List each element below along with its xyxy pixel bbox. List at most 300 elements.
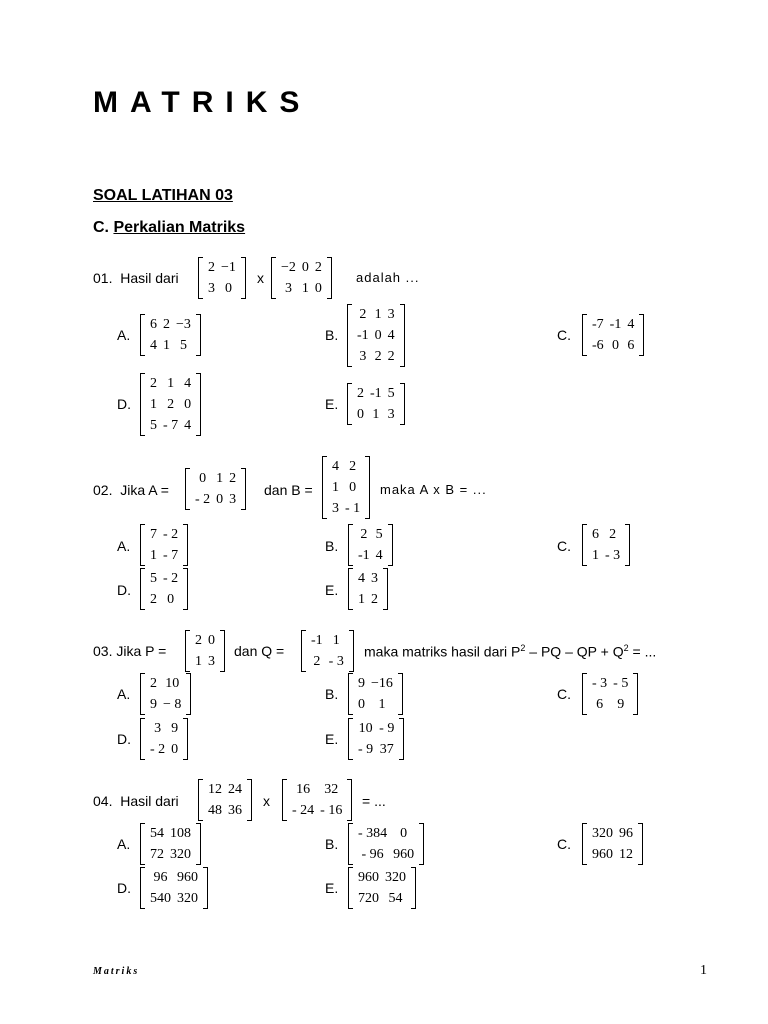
matrix-row	[355, 673, 396, 694]
matrix-cell: 4	[358, 571, 365, 586]
matrix-cell: 2	[374, 349, 382, 364]
q1-option-e-matrix	[347, 383, 405, 425]
matrix-entries	[278, 257, 325, 299]
matrix-row	[147, 314, 194, 335]
matrix-row	[147, 373, 194, 394]
matrix-entries	[147, 524, 181, 566]
q2-option-e-matrix	[348, 568, 388, 610]
bracket-right	[638, 823, 643, 865]
page-number: 1	[700, 963, 707, 978]
matrix-cell: -6	[592, 338, 604, 353]
matrix-row	[355, 867, 409, 888]
bracket-right	[196, 823, 201, 865]
matrix-cell: 6	[627, 338, 635, 353]
q2-matrix-a	[185, 468, 246, 510]
q4-text	[93, 793, 179, 809]
matrix-cell: 54	[150, 826, 164, 841]
q2-tail: maka A x B = ...	[380, 482, 487, 497]
q3-option-e-matrix	[348, 718, 404, 760]
q1-matrix-1	[198, 257, 246, 299]
matrix-cell: −1	[221, 260, 236, 275]
bracket-left	[271, 257, 276, 299]
matrix-entries	[355, 524, 386, 566]
bracket-right	[203, 867, 208, 909]
matrix-cell: 37	[379, 742, 394, 757]
matrix-cell: 32	[324, 782, 339, 797]
matrix-cell: -1	[311, 633, 323, 648]
matrix-cell: 2	[167, 397, 175, 412]
matrix-cell: 0	[314, 281, 322, 296]
matrix-cell: 0	[224, 281, 232, 296]
bracket-left	[348, 673, 353, 715]
matrix-cell: 0	[208, 633, 215, 648]
bracket-left	[322, 456, 327, 519]
bracket-right	[183, 524, 188, 566]
q4-option-e-label: E.	[325, 880, 339, 896]
bracket-left	[348, 867, 353, 909]
matrix-cell: 320	[385, 870, 406, 885]
matrix-row	[355, 823, 417, 844]
matrix-cell: 108	[170, 826, 191, 841]
q3-option-c-label: C.	[557, 686, 571, 702]
q2-option-d-label: D.	[117, 582, 131, 598]
matrix-row	[147, 524, 181, 545]
q1-option-c-label: C.	[557, 327, 571, 343]
matrix-row	[354, 383, 398, 404]
matrix-cell: 960	[177, 870, 198, 885]
matrix-row	[205, 779, 245, 800]
q3-matrix-p	[185, 630, 225, 672]
matrix-cell: 10	[358, 721, 373, 736]
q4-option-b-matrix	[348, 823, 424, 865]
matrix-row	[589, 673, 631, 694]
matrix-cell: 2	[195, 633, 202, 648]
matrix-cell: 2	[314, 260, 322, 275]
matrix-entries	[147, 373, 194, 436]
q4-option-a-label: A.	[117, 836, 131, 852]
matrix-entries	[205, 779, 245, 821]
q2-option-b-matrix	[348, 524, 393, 566]
matrix-entries	[589, 673, 631, 715]
matrix-row	[147, 545, 181, 566]
matrix-entries	[354, 383, 398, 425]
bracket-right	[347, 779, 352, 821]
matrix-cell: - 2	[163, 571, 179, 586]
q3-tail: maka matriks hasil dari $P^2$ – PQ – QP + $Q^2$ = ...	[364, 643, 657, 660]
matrix-entries	[147, 673, 184, 715]
q2-option-b-label: B.	[325, 538, 339, 554]
matrix-row	[205, 800, 245, 821]
q4-number: 04.	[93, 793, 113, 809]
q3-matrix-q	[301, 630, 354, 672]
bracket-right	[327, 257, 332, 299]
matrix-cell: 5	[150, 418, 157, 433]
matrix-cell: - 96	[361, 847, 384, 862]
matrix-cell: 3	[387, 307, 395, 322]
q1-operator: x	[257, 270, 264, 286]
bracket-right	[639, 314, 644, 356]
matrix-entries	[147, 823, 194, 865]
bracket-right	[400, 304, 405, 367]
matrix-cell: 6	[592, 527, 599, 542]
bracket-right	[633, 673, 638, 715]
matrix-cell: 1	[163, 338, 170, 353]
q3-option-b-label: B.	[325, 686, 339, 702]
matrix-cell: 0	[167, 592, 175, 607]
matrix-row	[355, 888, 409, 909]
subsection-letter: C.	[93, 219, 109, 236]
matrix-cell: 2	[150, 592, 157, 607]
matrix-row	[589, 823, 636, 844]
subsection-heading	[93, 219, 245, 237]
bracket-left	[140, 568, 145, 610]
matrix-row	[147, 568, 181, 589]
matrix-entries	[589, 524, 623, 566]
bracket-right	[220, 630, 225, 672]
matrix-entries	[355, 673, 396, 715]
q1-option-d-label: D.	[117, 396, 131, 412]
q4-matrix-2	[282, 779, 352, 821]
matrix-cell: 3	[284, 281, 292, 296]
matrix-cell: 0	[216, 492, 224, 507]
matrix-row	[355, 568, 381, 589]
matrix-cell: 1	[195, 654, 202, 669]
matrix-row	[147, 867, 201, 888]
matrix-cell: 2	[349, 459, 357, 474]
q1-matrix-2	[271, 257, 332, 299]
q1-prompt: Hasil dari	[120, 270, 179, 286]
q1-option-a-label: A.	[117, 327, 131, 343]
matrix-cell: 2	[163, 317, 170, 332]
matrix-cell: 1	[150, 397, 157, 412]
matrix-cell: 4	[332, 459, 339, 474]
matrix-cell: 0	[171, 742, 179, 757]
matrix-cell: 1	[592, 548, 599, 563]
matrix-cell: 5	[375, 527, 383, 542]
matrix-cell: 72	[150, 847, 164, 862]
matrix-cell: 1	[374, 307, 382, 322]
q1-option-c-matrix	[582, 314, 644, 356]
matrix-row	[354, 325, 398, 346]
matrix-row	[355, 739, 397, 760]
q1-tail: adalah ...	[356, 270, 420, 285]
matrix-cell: - 16	[320, 803, 343, 818]
bracket-left	[140, 718, 145, 760]
matrix-entries	[147, 314, 194, 356]
q2-prompt-a: Jika A =	[120, 482, 169, 498]
bracket-left	[582, 823, 587, 865]
matrix-row	[147, 694, 184, 715]
matrix-cell: 1	[372, 407, 380, 422]
matrix-cell: - 7	[163, 548, 179, 563]
bracket-right	[196, 373, 201, 436]
matrix-entries	[355, 823, 417, 865]
matrix-cell: 2	[360, 527, 368, 542]
matrix-cell: 5	[387, 386, 395, 401]
page-title: MATRIKS	[93, 86, 312, 119]
matrix-row	[147, 718, 181, 739]
matrix-cell: - 2	[195, 492, 211, 507]
q4-prompt: Hasil dari	[120, 793, 179, 809]
q2-option-a-label: A.	[117, 538, 131, 554]
matrix-cell: 3	[229, 492, 237, 507]
matrix-cell: 5	[150, 571, 157, 586]
bracket-right	[400, 383, 405, 425]
q2-number: 02.	[93, 482, 113, 498]
matrix-row	[589, 335, 637, 356]
bracket-left	[282, 779, 287, 821]
bracket-right	[411, 867, 416, 909]
q4-tail: = ...	[362, 793, 386, 809]
matrix-cell: - 9	[358, 742, 374, 757]
matrix-entries	[589, 823, 636, 865]
matrix-cell: 320	[170, 847, 191, 862]
matrix-row	[308, 630, 347, 651]
matrix-cell: - 9	[379, 721, 395, 736]
q3-number: 03.	[93, 643, 113, 659]
matrix-entries	[147, 568, 181, 610]
matrix-entries	[355, 718, 397, 760]
bracket-right	[349, 630, 354, 672]
q2-option-c-label: C.	[557, 538, 571, 554]
matrix-cell: 96	[153, 870, 168, 885]
bracket-right	[247, 779, 252, 821]
bracket-left	[348, 718, 353, 760]
matrix-cell: 0	[374, 328, 382, 343]
matrix-entries	[192, 468, 239, 510]
matrix-cell: -1	[370, 386, 382, 401]
section-heading: SOAL LATIHAN 03	[93, 187, 233, 204]
matrix-entries	[147, 867, 201, 909]
matrix-entries	[354, 304, 398, 367]
matrix-row	[192, 630, 218, 651]
matrix-row	[354, 404, 398, 425]
matrix-cell: 4	[184, 376, 192, 391]
matrix-cell: - 3	[605, 548, 621, 563]
matrix-cell: 2	[313, 654, 321, 669]
matrix-row	[329, 456, 363, 477]
matrix-cell: 0	[357, 407, 364, 422]
bracket-right	[398, 673, 403, 715]
matrix-cell: 960	[358, 870, 379, 885]
bracket-left	[140, 867, 145, 909]
bracket-right	[399, 718, 404, 760]
matrix-entries	[329, 456, 363, 519]
matrix-row	[147, 888, 201, 909]
matrix-cell: 0	[349, 480, 357, 495]
matrix-row	[355, 545, 386, 566]
bracket-left	[140, 524, 145, 566]
q1-option-d-matrix	[140, 373, 201, 436]
bracket-left	[347, 383, 352, 425]
matrix-cell: 9	[150, 697, 157, 712]
matrix-row	[308, 651, 347, 672]
matrix-cell: 2	[357, 386, 364, 401]
matrix-cell: - 5	[613, 676, 629, 691]
q1-option-e-label: E.	[325, 396, 339, 412]
matrix-row	[289, 779, 345, 800]
matrix-cell: 960	[592, 847, 613, 862]
bracket-left	[198, 779, 203, 821]
bracket-right	[383, 568, 388, 610]
matrix-cell: 320	[592, 826, 613, 841]
bracket-right	[625, 524, 630, 566]
matrix-cell: - 2	[150, 742, 166, 757]
matrix-cell: 0	[184, 397, 192, 412]
matrix-cell: - 7	[163, 418, 179, 433]
matrix-row	[355, 844, 417, 865]
matrix-row	[147, 739, 181, 760]
matrix-cell: 0	[612, 338, 619, 353]
q3-text	[93, 643, 166, 659]
matrix-cell: 320	[177, 891, 198, 906]
subsection-label: Perkalian Matriks	[113, 219, 246, 236]
bracket-left	[347, 304, 352, 367]
matrix-row	[192, 651, 218, 672]
matrix-cell: 96	[619, 826, 633, 841]
bracket-right	[186, 673, 191, 715]
matrix-cell: 0	[400, 826, 408, 841]
matrix-cell: 12	[619, 847, 633, 862]
bracket-left	[185, 468, 190, 510]
q1-option-b-matrix	[347, 304, 405, 367]
matrix-cell: 1	[332, 480, 339, 495]
matrix-row	[355, 524, 386, 545]
matrix-cell: −16	[371, 676, 393, 691]
matrix-row	[192, 489, 239, 510]
matrix-cell: 3	[371, 571, 378, 586]
matrix-cell: 4	[184, 418, 192, 433]
bracket-right	[241, 468, 246, 510]
q4-matrix-1	[198, 779, 252, 821]
q4-option-b-label: B.	[325, 836, 339, 852]
matrix-row	[205, 278, 239, 299]
matrix-cell: 2	[371, 592, 378, 607]
matrix-cell: - 2	[163, 527, 179, 542]
matrix-cell: 1	[378, 697, 386, 712]
bracket-left	[140, 314, 145, 356]
q1-number: 01.	[93, 270, 113, 286]
q2-prompt-b: dan B =	[264, 482, 313, 498]
matrix-entries	[308, 630, 347, 672]
matrix-cell: 12	[208, 782, 222, 797]
q3-option-e-label: E.	[325, 731, 339, 747]
bracket-right	[419, 823, 424, 865]
q2-option-a-matrix	[140, 524, 188, 566]
matrix-cell: 4	[627, 317, 635, 332]
bracket-left	[582, 524, 587, 566]
matrix-cell: 48	[208, 803, 222, 818]
matrix-cell: 3	[387, 407, 395, 422]
matrix-row	[205, 257, 239, 278]
q4-operator: x	[263, 793, 270, 809]
bracket-left	[185, 630, 190, 672]
matrix-row	[589, 844, 636, 865]
matrix-cell: 2	[387, 349, 395, 364]
bracket-left	[348, 524, 353, 566]
matrix-cell: 1	[301, 281, 309, 296]
matrix-cell: 3	[332, 501, 339, 516]
matrix-cell: 5	[179, 338, 187, 353]
matrix-cell: 540	[150, 891, 171, 906]
matrix-row	[355, 694, 396, 715]
q4-option-d-label: D.	[117, 880, 131, 896]
matrix-cell: - 384	[358, 826, 388, 841]
bracket-right	[241, 257, 246, 299]
q2-matrix-b	[322, 456, 370, 519]
matrix-row	[354, 346, 398, 367]
matrix-row	[147, 673, 184, 694]
matrix-cell: 2	[359, 307, 367, 322]
matrix-row	[289, 800, 345, 821]
matrix-cell: -7	[592, 317, 604, 332]
matrix-row	[589, 694, 631, 715]
q3-prompt-q: dan Q =	[234, 643, 285, 659]
bracket-right	[183, 718, 188, 760]
bracket-right	[365, 456, 370, 519]
bracket-left	[582, 673, 587, 715]
q1-text	[93, 270, 179, 286]
matrix-cell: 3	[208, 281, 215, 296]
bracket-left	[348, 823, 353, 865]
matrix-cell: − 8	[163, 697, 182, 712]
matrix-row	[278, 257, 325, 278]
matrix-row	[355, 589, 381, 610]
matrix-row	[354, 304, 398, 325]
q4-option-e-matrix	[348, 867, 416, 909]
matrix-cell: -1	[357, 328, 369, 343]
q3-option-d-label: D.	[117, 731, 131, 747]
q4-option-c-label: C.	[557, 836, 571, 852]
matrix-cell: 3	[208, 654, 215, 669]
bracket-left	[348, 568, 353, 610]
matrix-entries	[205, 257, 239, 299]
matrix-cell: 9	[171, 721, 179, 736]
matrix-row	[589, 314, 637, 335]
matrix-cell: 4	[387, 328, 395, 343]
q1-option-b-label: B.	[325, 327, 339, 343]
matrix-cell: 16	[296, 782, 311, 797]
bracket-left	[301, 630, 306, 672]
matrix-cell: 0	[199, 471, 207, 486]
matrix-cell: 4	[150, 338, 157, 353]
matrix-row	[278, 278, 325, 299]
matrix-cell: 3	[154, 721, 162, 736]
matrix-cell: 2	[150, 376, 157, 391]
matrix-row	[329, 498, 363, 519]
matrix-cell: - 24	[292, 803, 315, 818]
matrix-row	[192, 468, 239, 489]
matrix-cell: 1	[332, 633, 340, 648]
matrix-cell: 1	[358, 592, 365, 607]
matrix-cell: 4	[375, 548, 383, 563]
matrix-entries	[355, 867, 409, 909]
matrix-row	[147, 823, 194, 844]
matrix-cell: 2	[150, 676, 157, 691]
matrix-row	[147, 335, 194, 356]
q3-option-a-label: A.	[117, 686, 131, 702]
matrix-cell: 36	[228, 803, 242, 818]
matrix-cell: -1	[609, 317, 622, 332]
q3-prompt-p: Jika P =	[116, 643, 167, 659]
bracket-left	[140, 673, 145, 715]
matrix-cell: −3	[176, 317, 191, 332]
bracket-right	[183, 568, 188, 610]
bracket-right	[388, 524, 393, 566]
matrix-cell: 0	[358, 697, 365, 712]
matrix-cell: - 1	[345, 501, 361, 516]
bracket-left	[198, 257, 203, 299]
